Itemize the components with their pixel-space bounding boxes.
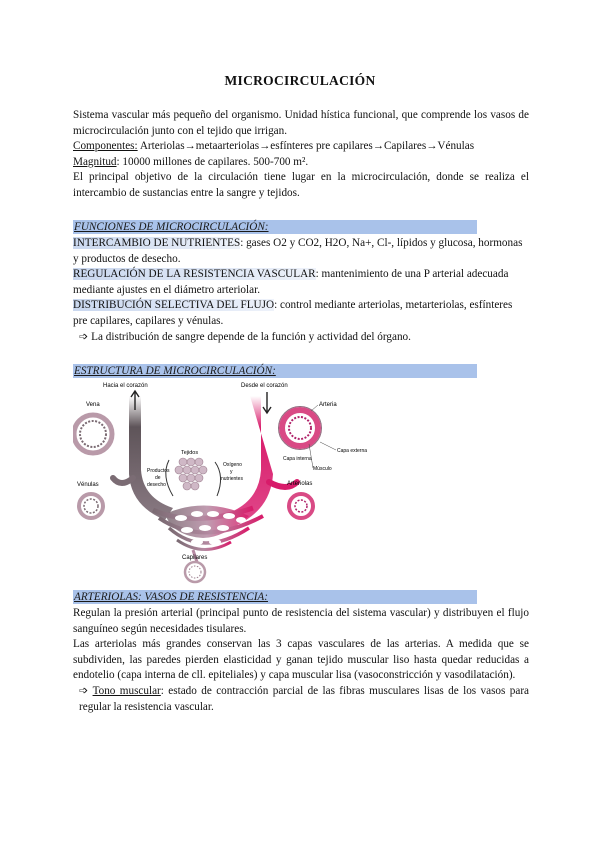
arteriole-cross-section bbox=[289, 494, 313, 518]
arteriolas-p2: Las arteriolas más grandes conservan las 3 capas vasculares de las arterias. A medida que se subdividen, las paredes pierden elasticidad y ganan tejido muscular liso hasta quedar reducidas a endotelio (capa interna de cll. epiteliales) y capa muscular lisa (vasoconstricción y vasodilatación). bbox=[73, 638, 529, 682]
arteriolas-heading-text: ARTERIOLAS: VASOS DE RESISTENCIA: bbox=[74, 591, 268, 603]
artery-cross-section bbox=[279, 407, 322, 450]
funciones-heading-text: FUNCIONES DE MICROCIRCULACIÓN: bbox=[74, 221, 269, 233]
intro-definition: Sistema vascular más pequeño del organismo. Unidad hística funcional, que comprende los vasos de microcirculación junto con el tejido que irrigan. bbox=[73, 109, 529, 137]
label-oxigeno: Oxígeno bbox=[223, 462, 242, 468]
exchange-arrow-left-icon bbox=[166, 460, 173, 496]
funcion-distribucion bbox=[73, 298, 529, 329]
intro-objetivo: El principal objetivo de la circulación tiene lugar en la microcirculación, donde se realiza el intercambio de sustancias entre la sangre y tejidos. bbox=[73, 171, 529, 199]
venule-branch bbox=[113, 478, 133, 483]
funcion-intercambio-label: INTERCAMBIO DE NUTRIENTES bbox=[73, 237, 241, 249]
funcion-regulacion-label: REGULACIÓN DE LA RESISTENCIA VASCULAR bbox=[73, 268, 316, 281]
label-venulas: Vénulas bbox=[77, 482, 99, 488]
label-productos: Productos bbox=[147, 468, 170, 474]
funciones-heading bbox=[73, 220, 477, 234]
label-tejidos: Tejidos bbox=[181, 450, 199, 456]
arteriolas-section bbox=[73, 606, 529, 715]
tono-muscular-text: : estado de contracción parcial de las fibras musculares lisas de los vasos para regular la resistencia vascular. bbox=[79, 684, 530, 713]
arteriolas-heading bbox=[73, 590, 477, 604]
funcion-regulacion bbox=[73, 267, 529, 298]
microcirculation-diagram bbox=[73, 378, 373, 586]
label-capa-interna: Capa interna bbox=[283, 456, 312, 462]
vein-cross-section bbox=[74, 415, 112, 453]
tono-muscular-label: Tono muscular bbox=[92, 684, 161, 697]
estructura-heading bbox=[73, 364, 477, 378]
funcion-intercambio bbox=[73, 236, 529, 267]
funciones-section bbox=[73, 236, 529, 345]
magnitud-text: : 10000 millones de capilares. 500-700 m². bbox=[116, 155, 309, 168]
label-arteria: Arteria bbox=[319, 402, 337, 408]
venule-cross-section bbox=[79, 494, 103, 518]
funcion-distribucion-text: : control mediante arteriolas, metarteriolas, esfínteres pre capilares, capilares y vénulas. bbox=[73, 299, 513, 327]
label-vena: Vena bbox=[86, 402, 100, 408]
intro-componentes bbox=[73, 139, 529, 155]
funcion-intercambio-text: : gases O2 y CO2, H2O, Na+, Cl-, lípidos y glucosa, hormonas y productos de desecho. bbox=[73, 237, 523, 265]
label-hacia-corazon: Hacia el corazón bbox=[103, 383, 148, 389]
label-musculo: Músculo bbox=[313, 466, 332, 472]
page-title: MICROCIRCULACIÓN bbox=[224, 73, 376, 88]
label-nutrientes: nutrientes bbox=[221, 476, 243, 482]
label-arteriolas: Arteriolas bbox=[287, 481, 313, 487]
capillary-cross-section bbox=[185, 562, 205, 582]
label-y: y bbox=[230, 469, 233, 475]
label-desecho: desecho bbox=[147, 482, 166, 488]
magnitud-label: Magnitud bbox=[73, 155, 117, 168]
componentes-text: Arteriolas→metaarteriolas→esfínteres pre capilares→Capilares→Vénulas bbox=[137, 140, 475, 153]
tissue-cells bbox=[175, 458, 207, 490]
funcion-regulacion-text: : mantenimiento de una P arterial adecuada mediante ajustes en el diámetro arteriolar. bbox=[73, 268, 509, 296]
funcion-distribucion-label: DISTRIBUCIÓN SELECTIVA DEL FLUJO bbox=[73, 299, 275, 312]
note-arrow-icon: ➩ bbox=[79, 684, 93, 697]
vein-vessel bbox=[129, 396, 173, 520]
estructura-heading-text: ESTRUCTURA DE MICROCIRCULACIÓN: bbox=[74, 365, 276, 377]
label-capa-externa: Capa externa bbox=[337, 448, 368, 454]
label-de: de bbox=[155, 475, 161, 481]
componentes-label: Componentes: bbox=[73, 140, 138, 153]
intro-section bbox=[73, 108, 529, 202]
label-capilares: Capilares bbox=[182, 555, 208, 561]
exchange-arrow-right-icon bbox=[215, 462, 221, 496]
arteriolas-p1: Regulan la presión arterial (principal punto de resistencia del sistema vascular) y distribuyen el flujo sanguíneo según necesidades tisulares. bbox=[73, 607, 529, 635]
intro-magnitud bbox=[73, 155, 529, 171]
label-desde-corazon: Desde el corazón bbox=[241, 383, 288, 389]
artery-vessel bbox=[231, 396, 273, 524]
funciones-note: ➩ La distribución de sangre depende de la función y actividad del órgano. bbox=[79, 330, 411, 343]
arteriolas-note bbox=[73, 684, 529, 715]
arrow-down-icon bbox=[263, 392, 271, 413]
